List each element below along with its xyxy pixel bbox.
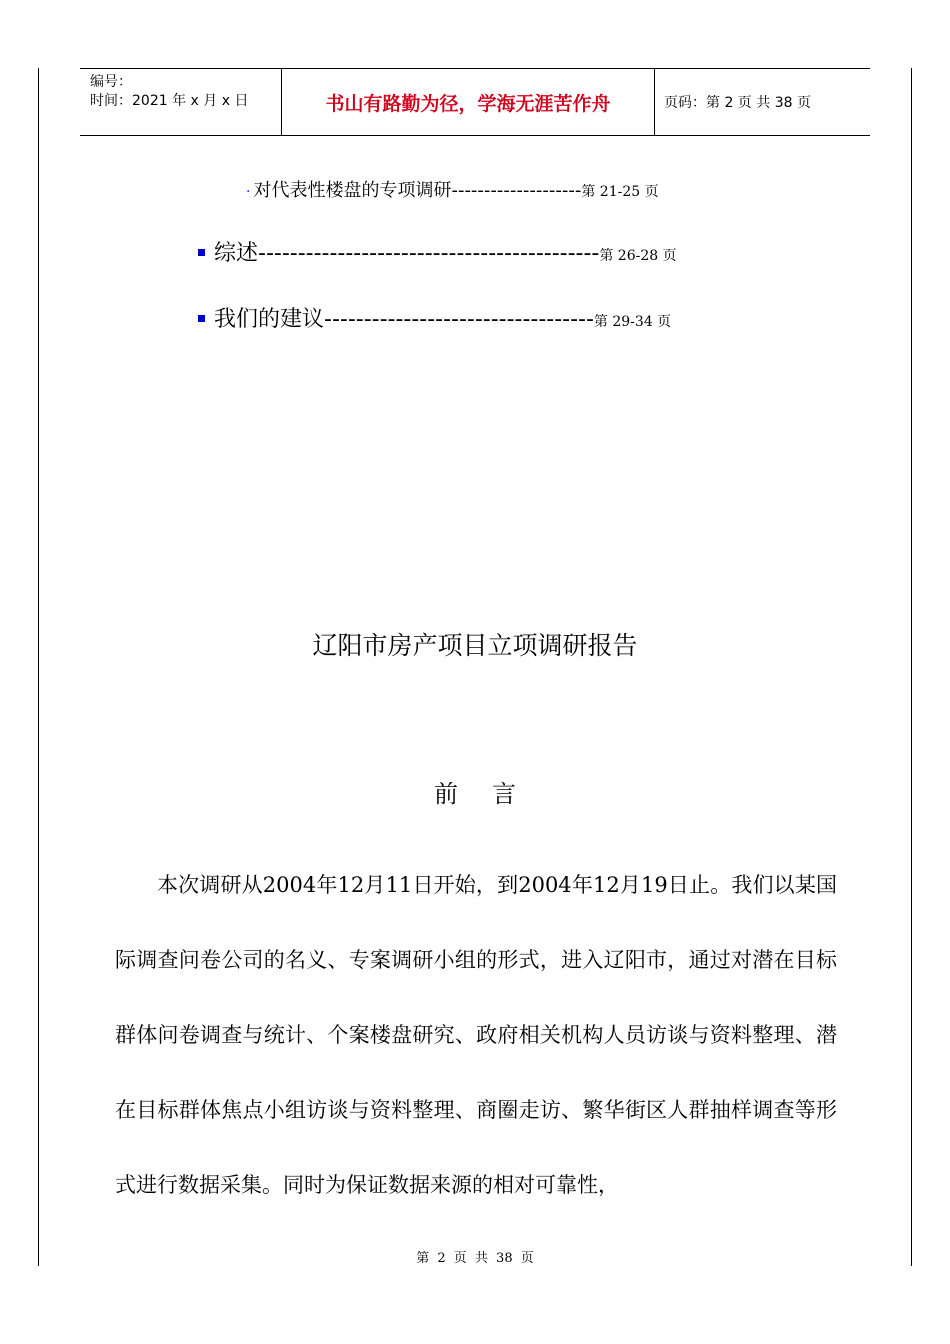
header-page-cell — [655, 69, 870, 135]
toc-entry-title: 综述------------------------------------------- — [214, 241, 600, 266]
toc-entry[interactable] — [198, 302, 671, 333]
toc-entry-title: 对代表性楼盘的专项调研-------------------- — [253, 180, 582, 201]
right-margin-line — [911, 68, 912, 1266]
header-motto-cell — [282, 69, 655, 135]
toc-entry-page: 第 26-28 页 — [599, 248, 677, 264]
motto-text: 书山有路勤为径，学海无涯苦作舟 — [325, 92, 611, 115]
square-bullet-icon — [198, 249, 205, 256]
toc-entry[interactable] — [246, 176, 659, 202]
serial-label: 编号： — [90, 74, 132, 90]
page-info: 页码：第 2 页 共 38 页 — [664, 95, 811, 111]
preface-heading: 前言 — [434, 780, 550, 808]
page-header — [80, 68, 870, 136]
toc-entry-title: 我们的建议---------------------------------- — [214, 307, 594, 332]
document-title: 辽阳市房产项目立项调研报告 — [312, 631, 638, 660]
toc-entry-page: 第 21-25 页 — [581, 184, 659, 200]
time-label: 时间：2021 年 x 月 x 日 — [90, 93, 249, 109]
square-bullet-icon — [198, 315, 205, 322]
toc-entry[interactable] — [198, 236, 677, 267]
toc-entry-page: 第 29-34 页 — [593, 314, 672, 330]
page-footer: 第 2 页 共 38 页 — [416, 1251, 534, 1266]
header-meta-cell — [80, 69, 282, 135]
left-margin-line — [38, 68, 39, 1266]
dot-bullet-icon: · — [246, 184, 251, 200]
body-paragraph: 本次调研从2004年12月11日开始，到2004年12月19日止。我们以某国际调查问卷公司的名义、专案调研小组的形式，进入辽阳市，通过对潜在目标群体问卷调查与统计、个案楼盘研究、政府相关机构人员访谈与资料整理、潜在目标群体焦点小组访谈与资料整理、商圈走访、繁华街区人群抽样调查等形式进行数据采集。同时为保证数据来源的相对可靠性， — [115, 873, 837, 1197]
